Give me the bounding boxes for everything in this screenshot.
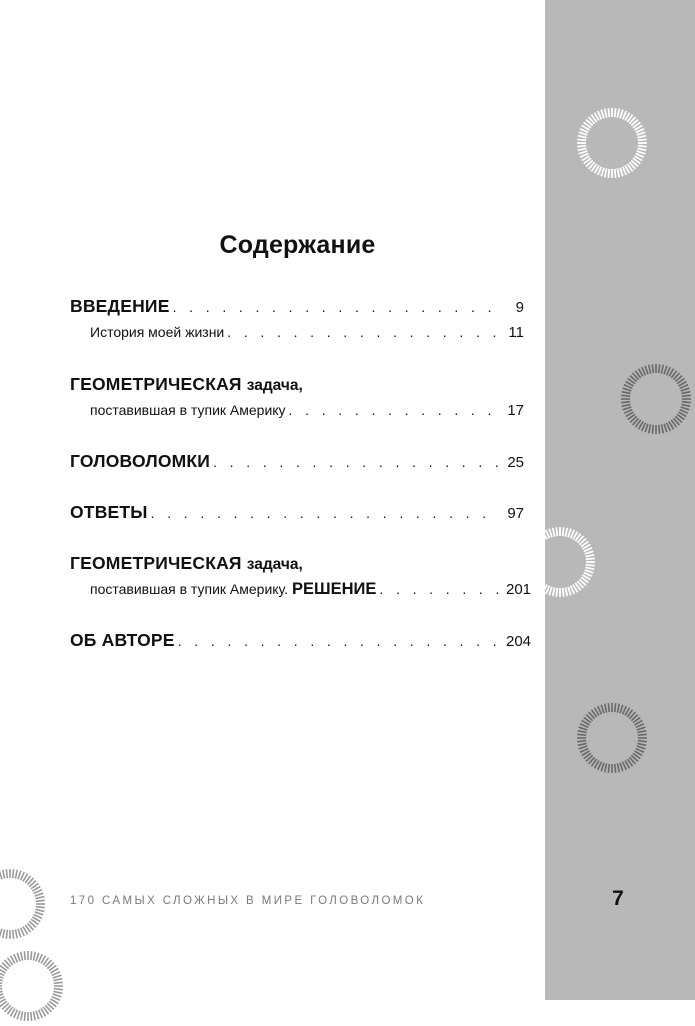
ring-tick bbox=[605, 109, 607, 118]
toc-entry-answers bbox=[70, 499, 524, 525]
ring-tick bbox=[638, 146, 647, 147]
dot-leader bbox=[227, 319, 500, 345]
toc-page-number: 9 bbox=[515, 299, 524, 316]
toc-page-number: 17 bbox=[507, 402, 524, 419]
ring-tick bbox=[586, 565, 595, 566]
toc-entry-title: ГЕОМЕТРИЧЕСКАЯ bbox=[70, 374, 242, 394]
ring-tick bbox=[526, 555, 535, 557]
ring-tick bbox=[579, 132, 588, 135]
ring-tick bbox=[637, 731, 646, 733]
dot-leader bbox=[151, 500, 500, 526]
ring-tick bbox=[553, 587, 555, 596]
toc-entry-geometric-problem bbox=[70, 371, 524, 423]
ring-tick bbox=[54, 989, 63, 990]
ring-tick bbox=[664, 424, 667, 433]
toc-subentry-bold: РЕШЕНИЕ bbox=[292, 580, 377, 598]
ring-tick bbox=[638, 741, 647, 742]
ring-tick bbox=[6, 869, 7, 878]
ring-tick bbox=[53, 991, 62, 993]
page-number: 7 bbox=[612, 887, 624, 910]
ring-tick bbox=[553, 528, 555, 537]
ring-tick bbox=[0, 979, 3, 981]
ring-tick bbox=[637, 151, 646, 154]
ring-tick bbox=[585, 555, 594, 557]
toc-line[interactable] bbox=[70, 550, 524, 576]
toc-entry-puzzles bbox=[70, 448, 524, 474]
ring-tick bbox=[527, 570, 536, 573]
toc-line[interactable] bbox=[70, 576, 532, 602]
toc-page-number: 97 bbox=[507, 505, 524, 522]
ring-tick bbox=[620, 763, 623, 772]
ring-tick bbox=[0, 929, 2, 938]
ring-tick bbox=[15, 929, 17, 938]
ring-tick bbox=[638, 734, 647, 735]
toc-subentry-title: поставившая в тупик Америку. bbox=[90, 581, 289, 597]
ring-tick bbox=[637, 136, 646, 138]
ring-tick bbox=[615, 169, 616, 178]
ring-tick bbox=[659, 425, 660, 434]
ring-tick bbox=[35, 912, 44, 915]
ring-tick bbox=[24, 1012, 25, 1021]
ring-tick bbox=[53, 979, 62, 981]
ring-tick bbox=[21, 952, 23, 961]
toc-entry-title: ВВЕДЕНИЕ bbox=[70, 296, 170, 316]
ring-tick bbox=[620, 110, 623, 119]
toc-entry-title: ОТВЕТЫ bbox=[70, 502, 148, 522]
toc-entry-title-rest: задача, bbox=[246, 377, 303, 394]
ring-tick bbox=[15, 870, 17, 879]
ring-tick bbox=[649, 424, 651, 433]
ring-tick bbox=[652, 364, 653, 373]
dot-leader bbox=[178, 628, 500, 654]
toc-line[interactable] bbox=[70, 319, 524, 345]
ring-tick bbox=[608, 108, 609, 117]
ring-tick bbox=[659, 364, 660, 373]
ring-tick bbox=[13, 869, 14, 878]
ring-tick bbox=[0, 989, 2, 990]
ring-tick bbox=[24, 951, 25, 960]
toc-page-number: 25 bbox=[507, 454, 524, 471]
ring-tick bbox=[0, 871, 2, 880]
toc-entry-title: ОБ АВТОРЕ bbox=[70, 630, 175, 650]
ring-tick bbox=[620, 705, 623, 714]
ring-tick bbox=[525, 565, 534, 566]
ring-tick bbox=[617, 763, 619, 772]
ring-tick bbox=[3, 870, 5, 879]
ring-tick bbox=[664, 366, 667, 375]
ring-tick bbox=[35, 893, 44, 896]
ring-tick bbox=[621, 402, 630, 403]
ring-tick bbox=[601, 168, 604, 177]
ring-tick bbox=[617, 704, 619, 713]
table-of-contents bbox=[70, 293, 532, 653]
dot-leader bbox=[379, 576, 500, 602]
ring-tick bbox=[638, 139, 647, 140]
ring-tick bbox=[645, 424, 648, 433]
sunburst-ring-icon bbox=[616, 359, 695, 439]
ring-tick bbox=[31, 1012, 32, 1021]
ring-tick bbox=[637, 743, 646, 745]
ring-tick bbox=[18, 929, 21, 938]
ring-tick bbox=[585, 567, 594, 569]
toc-subentry-title: поставившая в тупик Америку bbox=[90, 402, 286, 418]
running-footer-title: 170 САМЫХ СЛОЖНЫХ В МИРЕ ГОЛОВОЛОМОК bbox=[70, 895, 426, 907]
ring-tick bbox=[526, 567, 535, 569]
ring-tick bbox=[608, 703, 609, 712]
ring-tick bbox=[605, 168, 607, 177]
ring-tick bbox=[620, 168, 623, 177]
ring-tick bbox=[36, 953, 39, 962]
ring-tick bbox=[577, 139, 586, 140]
ring-tick bbox=[18, 871, 21, 880]
ring-tick bbox=[637, 727, 646, 730]
ring-tick bbox=[577, 734, 586, 735]
ring-tick bbox=[601, 705, 604, 714]
toc-entry-title: ГЕОМЕТРИЧЕСКАЯ bbox=[70, 553, 242, 573]
ring-tick bbox=[577, 741, 586, 742]
ring-tick bbox=[681, 407, 690, 410]
ring-tick bbox=[681, 392, 690, 394]
ring-tick bbox=[36, 907, 45, 908]
dot-leader bbox=[213, 449, 500, 475]
ring-tick bbox=[645, 366, 648, 375]
ring-tick bbox=[608, 764, 609, 773]
ring-tick bbox=[637, 148, 646, 150]
ring-tick bbox=[21, 1011, 23, 1020]
ring-tick bbox=[17, 953, 20, 962]
ring-tick bbox=[556, 588, 557, 597]
ring-tick bbox=[637, 746, 646, 749]
toc-page-number: 201 bbox=[506, 581, 532, 598]
toc-entry-title: ГОЛОВОЛОМКИ bbox=[70, 451, 211, 471]
ring-tick bbox=[617, 168, 619, 177]
ring-tick bbox=[527, 551, 536, 554]
ring-tick bbox=[585, 551, 594, 554]
ring-tick bbox=[622, 404, 631, 406]
ring-tick bbox=[586, 558, 595, 559]
ring-tick bbox=[565, 587, 567, 596]
ring-tick bbox=[53, 994, 62, 997]
ring-tick bbox=[623, 407, 632, 410]
ring-tick bbox=[608, 169, 609, 178]
ring-tick bbox=[615, 703, 616, 712]
ring-tick bbox=[565, 528, 567, 537]
ring-tick bbox=[36, 900, 45, 901]
ring-tick bbox=[617, 109, 619, 118]
ring-tick bbox=[623, 388, 632, 391]
ring-tick bbox=[54, 982, 63, 983]
ring-tick bbox=[681, 404, 690, 406]
ring-tick bbox=[0, 982, 2, 983]
ring-tick bbox=[577, 146, 586, 147]
ring-tick bbox=[563, 588, 564, 597]
ring-tick bbox=[601, 763, 604, 772]
ring-tick bbox=[601, 110, 604, 119]
ring-tick bbox=[652, 425, 653, 434]
toc-line[interactable] bbox=[70, 397, 524, 423]
toc-entry-about-author bbox=[70, 627, 532, 653]
ring-tick bbox=[31, 951, 32, 960]
toc-entry-geometric-solution bbox=[70, 550, 532, 602]
ring-tick bbox=[549, 587, 552, 596]
ring-tick bbox=[661, 424, 663, 433]
ring-tick bbox=[585, 570, 594, 573]
dot-leader bbox=[289, 397, 500, 423]
dot-leader bbox=[173, 294, 500, 320]
ring-tick bbox=[622, 392, 631, 394]
ring-tick bbox=[556, 527, 557, 536]
sunburst-ring-icon bbox=[0, 946, 68, 1026]
ring-tick bbox=[568, 529, 571, 538]
toc-page-number: 204 bbox=[506, 633, 532, 650]
ring-tick bbox=[579, 746, 588, 749]
toc-page-number: 11 bbox=[508, 324, 524, 341]
ring-tick bbox=[13, 930, 14, 939]
ring-tick bbox=[33, 1011, 35, 1020]
ring-tick bbox=[605, 704, 607, 713]
toc-entry-title-rest: задача, bbox=[246, 556, 303, 573]
ring-tick bbox=[549, 529, 552, 538]
ring-tick bbox=[33, 952, 35, 961]
toc-line[interactable] bbox=[70, 371, 524, 397]
ring-tick bbox=[682, 395, 691, 396]
sunburst-ring-icon bbox=[0, 864, 50, 944]
ring-tick bbox=[6, 930, 7, 939]
ring-tick bbox=[0, 991, 3, 993]
ring-tick bbox=[661, 365, 663, 374]
ring-tick bbox=[563, 527, 564, 536]
ring-tick bbox=[35, 897, 44, 899]
ring-tick bbox=[3, 929, 5, 938]
ring-tick bbox=[621, 395, 630, 396]
ring-tick bbox=[53, 975, 62, 978]
ring-tick bbox=[578, 731, 587, 733]
ring-tick bbox=[637, 132, 646, 135]
ring-tick bbox=[615, 764, 616, 773]
toc-line[interactable] bbox=[70, 627, 532, 653]
ring-tick bbox=[605, 763, 607, 772]
ring-tick bbox=[17, 1011, 20, 1020]
ring-tick bbox=[525, 558, 534, 559]
ring-tick bbox=[578, 136, 587, 138]
ring-tick bbox=[615, 108, 616, 117]
ring-tick bbox=[579, 727, 588, 730]
sunburst-ring-icon bbox=[572, 698, 652, 778]
ring-tick bbox=[681, 388, 690, 391]
toc-entry-introduction bbox=[70, 293, 524, 345]
ring-tick bbox=[649, 365, 651, 374]
ring-tick bbox=[682, 402, 691, 403]
ring-tick bbox=[578, 148, 587, 150]
toc-subentry-title: История моей жизни bbox=[90, 324, 225, 340]
toc-line[interactable] bbox=[70, 499, 524, 525]
ring-tick bbox=[578, 743, 587, 745]
toc-line[interactable] bbox=[70, 293, 524, 319]
ring-tick bbox=[579, 151, 588, 154]
toc-line[interactable] bbox=[70, 448, 524, 474]
sunburst-ring-icon bbox=[520, 522, 600, 602]
ring-tick bbox=[35, 909, 44, 911]
ring-tick bbox=[36, 1011, 39, 1020]
page-title: Содержание bbox=[219, 230, 376, 259]
sunburst-ring-icon bbox=[572, 103, 652, 183]
ring-tick bbox=[568, 587, 571, 596]
